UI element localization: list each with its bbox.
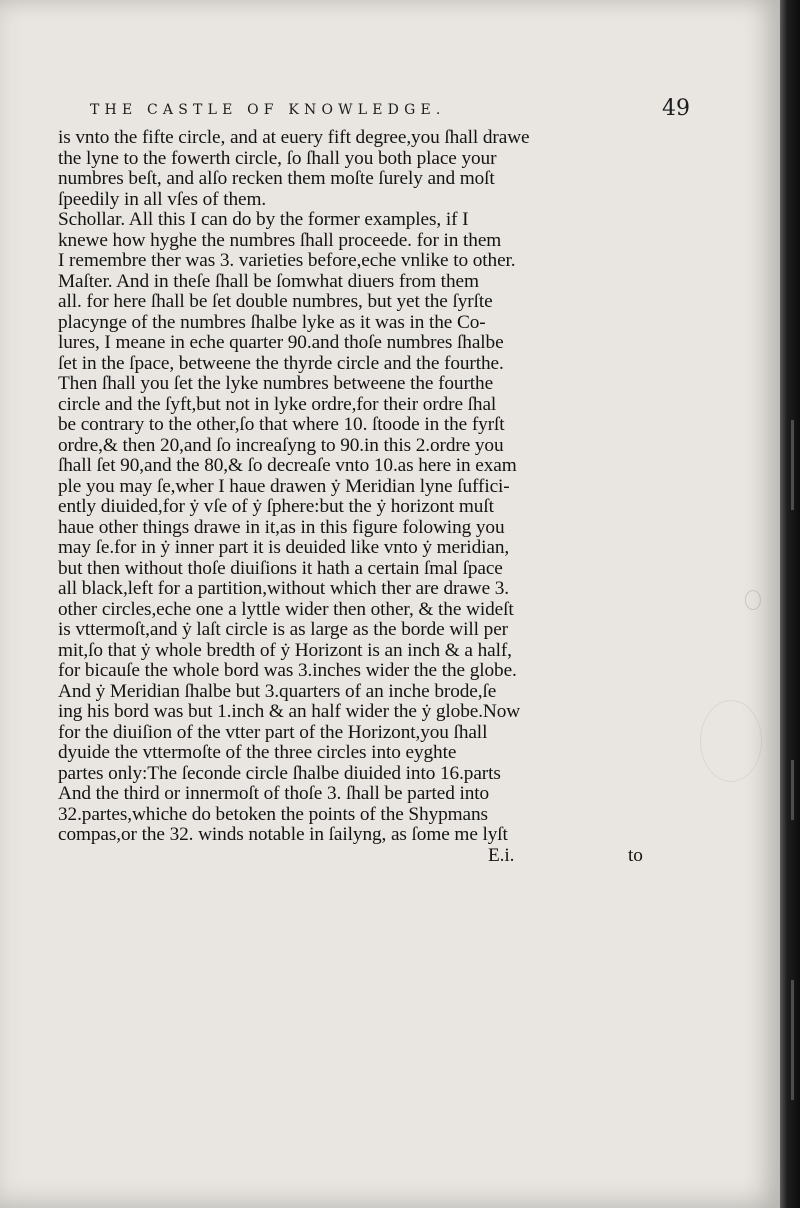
text-line: compas,or the 32. winds notable in ſailyng, as ſome me lyſt <box>58 824 508 845</box>
page-header <box>90 96 690 126</box>
text-line: be contrary to the other,ſo that where 10. ſtoode in the fyrſt <box>58 414 505 435</box>
text-line: the lyne to the fowerth circle, ſo ſhall you both place your <box>58 147 497 169</box>
text-line: Maſter. And in theſe ſhall be ſomwhat diuers from them <box>58 270 479 292</box>
text-line: circle and the ſyft,but not in lyke ordre,for their ordre ſhal <box>58 393 497 415</box>
text-line: dyuide the vttermoſte of the three circles into eyghte <box>58 742 457 763</box>
text-line: for bicauſe the whole bord was 3.inches wider the the globe. <box>58 660 517 681</box>
page-stain <box>745 590 761 610</box>
text-line: other circles,eche one a lyttle wider then other, & the wideſt <box>58 598 514 620</box>
text-line: ſpeedily in all vſes of them. <box>58 188 267 210</box>
text-line: ently diuided,for ẏ vſe of ẏ ſphere:but the ẏ horizont muſt <box>58 496 494 517</box>
text-line: Schollar. All this I can do by the former examples, if I <box>58 209 469 230</box>
text-line: mit,ſo that ẏ whole bredth of ẏ Horizont is an inch & a half, <box>58 639 512 661</box>
text-line: ple you may ſe,wher I haue drawen ẏ Meridian lyne ſuffici- <box>58 475 510 497</box>
text-line: is vnto the fifte circle, and at euery fift degree,you ſhall drawe <box>58 127 530 148</box>
catchword: to <box>628 844 643 866</box>
text-line: knewe how hyghe the numbres ſhall proceede. for in them <box>58 229 502 251</box>
text-line: ſet in the ſpace, betweene the thyrde circle and the fourthe. <box>58 352 504 374</box>
text-line: all black,left for a partition,without which ther are drawe 3. <box>58 578 510 599</box>
text-line: ſhall ſet 90,and the 80,& ſo decreaſe vnto 10.as here in exam <box>58 455 517 476</box>
signature-mark: E.i. <box>488 844 515 866</box>
text-line: partes only:The ſeconde circle ſhalbe diuided into 16.parts <box>58 762 501 784</box>
text-line: but then without thoſe diuiſions it hath a certain ſmal ſpace <box>58 557 503 579</box>
text-line: I remembre ther was 3. varieties before,eche vnlike to other. <box>58 250 516 271</box>
text-line: placynge of the numbres ſhalbe lyke as it was in the Co- <box>58 311 486 333</box>
running-title: THE CASTLE OF KNOWLEDGE. <box>90 102 446 118</box>
edge-streak <box>791 760 794 820</box>
text-line: haue other things drawe in it,as in this figure folowing you <box>58 516 505 538</box>
text-line: Then ſhall you ſet the lyke numbres betweene the fourthe <box>58 373 494 394</box>
text-line: ordre,& then 20,and ſo increaſyng to 90.in this 2.ordre you <box>58 434 504 456</box>
page-number: 49 <box>662 96 690 121</box>
text-line: may ſe.for in ẏ inner part it is deuided like vnto ẏ meridian, <box>58 537 510 558</box>
text-line: 32.partes,whiche do betoken the points of the Shypmans <box>58 803 488 825</box>
footer-line <box>58 846 698 867</box>
text-line: And the third or innermoſt of thoſe 3. ſhall be parted into <box>58 783 490 804</box>
text-line: numbres beſt, and alſo recken them moſte ſurely and moſt <box>58 168 495 189</box>
text-line: is vttermoſt,and ẏ laſt circle is as large as the borde will per <box>58 619 508 640</box>
edge-streak <box>791 420 794 510</box>
text-line: for the diuiſion of the vtter part of the Horizont,you ſhall <box>58 721 488 743</box>
text-line: all. for here ſhall be ſet double numbres, but yet the ſyrſte <box>58 291 493 312</box>
edge-streak <box>791 980 794 1100</box>
book-edge-shadow <box>780 0 800 1208</box>
page-stain <box>700 700 762 782</box>
text-line: ing his bord was but 1.inch & an half wider the ẏ globe.Now <box>58 701 521 722</box>
body-text <box>58 128 698 866</box>
text-line: And ẏ Meridian ſhalbe but 3.quarters of an inche brode,ſe <box>58 680 497 702</box>
text-line: lures, I meane in eche quarter 90.and thoſe numbres ſhalbe <box>58 332 504 353</box>
